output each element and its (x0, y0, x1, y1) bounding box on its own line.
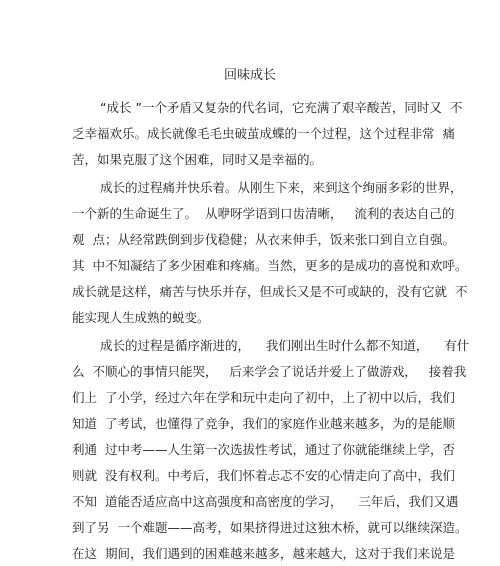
paragraph-line: 成长的过程是循序渐进的， 我们刚出生时什么都不知道， 有什 (100, 338, 470, 353)
paragraph-line: 观 点；从经常跌倒到步伐稳健；从衣来伸手，饭来张口到自立自强。 (72, 232, 455, 247)
paragraph-line: 乏幸福欢乐。成长就像毛毛虫破茧成蝶的一个过程，这个过程非常 痛 (72, 126, 455, 141)
paragraph-line: 利通 过中考——人生第一次选拔性考试，通过了你就能继续上学，否 (72, 442, 455, 457)
paragraph-line: 其 中不知凝结了多少困难和疼痛。当然，更多的是成功的喜悦和欢呼。 (72, 258, 468, 273)
document-title: 回味成长 (223, 68, 276, 83)
paragraph-line: 成长的过程痛并快乐着。从刚生下来，来到这个绚丽多彩的世界， (100, 180, 463, 195)
paragraph-line: 到了另 一个难题——高考，如果挤得进过这独木桥，就可以继续深造。 (72, 520, 468, 535)
paragraph-line: 么 不顺心的事情只能哭， 后来学会了说话并爱上了做游戏， 接着我 (72, 364, 467, 379)
paragraph-line: 知道 了考试，也懂得了竞争，我们的家庭作业越来越多，为的是能顺 (72, 416, 455, 431)
paragraph-line: 能实现人生成熟的蜕变。 (72, 310, 210, 325)
paragraph-line: 们上 了小学，经过六年在学和玩中走向了初中，上了初中以后，我们 (72, 390, 455, 405)
paragraph-line: “成长 ”一个矛盾又复杂的代名词，它充满了艰辛酸苦，同时又 不 (100, 100, 463, 115)
paragraph-line: 苦，如果克服了这个困难，同时又是幸福的。 (72, 152, 323, 167)
paragraph-line: 在这 期间，我们遇到的困难越来越多，越来越大，这对于我们来说是 (72, 546, 455, 561)
paragraph-line: 则就 没有权利。中考后，我们怀着忐忑不安的心情走向了高中，我们 (72, 468, 455, 483)
paragraph-line: 一个新的生命诞生了。 从咿呀学语到口齿清晰， 流利的表达自己的 (72, 206, 455, 221)
paragraph-line: 成长就是这样，痛苦与快乐并存，但成长又是不可或缺的，没有它就 不 (72, 284, 468, 299)
paragraph-line: 不知 道能否适应高中这高强度和高密度的学习， 三年后，我们又遇 (72, 494, 459, 509)
